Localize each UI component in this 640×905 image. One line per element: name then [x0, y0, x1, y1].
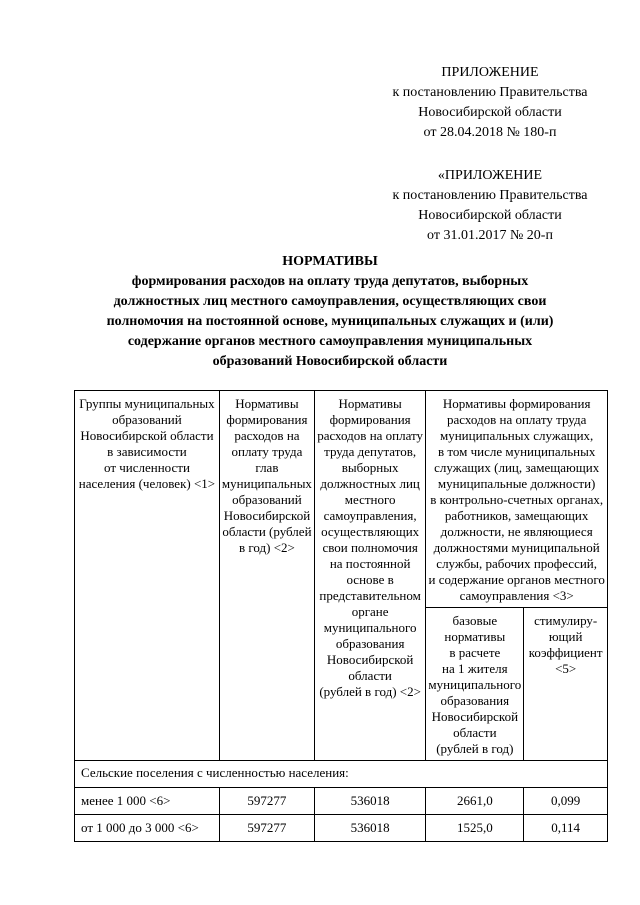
- header-text: образований: [112, 412, 182, 427]
- header-cell-deputies: [314, 391, 425, 761]
- annex-current-line: к постановлению Правительства: [392, 85, 588, 100]
- annex-original-line: к постановлению Правительства: [392, 188, 588, 203]
- header-text: формирования: [329, 412, 411, 427]
- annex-current-line: Новосибирской области: [418, 105, 562, 120]
- header-text: стимулиру-: [534, 613, 598, 628]
- header-text: формирования: [226, 412, 308, 427]
- table-header-row: [75, 391, 608, 608]
- annex-current-block: [370, 63, 610, 143]
- header-text: Новосибирской: [326, 652, 414, 667]
- header-text: должностями муниципальной: [433, 540, 600, 555]
- header-text: муниципального: [323, 620, 417, 635]
- header-text: осуществляющих: [321, 524, 420, 539]
- table-row: [75, 815, 608, 842]
- annex-current-line: от 28.04.2018 № 180-п: [423, 125, 557, 140]
- header-text: Группы муниципальных: [79, 396, 215, 411]
- header-text: самоуправления,: [323, 508, 417, 523]
- header-text: местного: [344, 492, 396, 507]
- header-text: (рублей в год) <2>: [319, 684, 421, 699]
- annex-original-line: Новосибирской области: [418, 208, 562, 223]
- annex-current-line: ПРИЛОЖЕНИЕ: [441, 65, 539, 80]
- header-cell-heads: [219, 391, 314, 761]
- title-heading: НОРМАТИВЫ: [282, 254, 378, 269]
- cell-base: 1525,0: [426, 815, 524, 842]
- header-text: расходов на оплату: [317, 428, 424, 443]
- document-title: [60, 252, 600, 372]
- header-text: Новосибирской: [431, 709, 519, 724]
- header-text: Новосибирской области: [80, 428, 214, 443]
- header-text: Нормативы: [235, 396, 299, 411]
- header-text: образования: [440, 693, 510, 708]
- header-text: органе: [351, 604, 389, 619]
- title-subtitle-line: образований Новосибирской области: [212, 354, 448, 369]
- header-text: глав: [255, 460, 279, 475]
- table-row: [75, 788, 608, 815]
- cell-deputies: 536018: [314, 815, 425, 842]
- cell-heads: 597277: [219, 788, 314, 815]
- header-text: работников, замещающих: [444, 508, 589, 523]
- header-text: в расчете: [449, 645, 501, 660]
- norms-table: [74, 390, 608, 842]
- header-text: (рублей в год): [436, 741, 514, 756]
- header-text: в зависимости: [107, 444, 187, 459]
- header-text: в том числе муниципальных: [437, 444, 596, 459]
- header-text: коэффициент: [528, 645, 603, 660]
- header-text: расходов на оплату труда: [446, 412, 587, 427]
- header-text: на 1 жителя: [442, 661, 508, 676]
- header-text: выборных: [341, 460, 399, 475]
- header-text: Новосибирской: [223, 508, 311, 523]
- header-text: <5>: [555, 661, 577, 676]
- header-text: в контрольно-счетных органах,: [430, 492, 604, 507]
- header-text: труда депутатов,: [324, 444, 417, 459]
- cell-group: менее 1 000 <6>: [75, 788, 220, 815]
- header-text: расходов на: [234, 428, 300, 443]
- header-text: основе в: [346, 572, 394, 587]
- header-text: ющий: [548, 629, 583, 644]
- header-text: самоуправления <3>: [459, 588, 574, 603]
- cell-heads: 597277: [219, 815, 314, 842]
- header-text: свои полномочия: [322, 540, 418, 555]
- title-subtitle-line: должностных лиц местного самоуправления, осуществляющих свои: [113, 294, 547, 309]
- header-text: Нормативы: [338, 396, 402, 411]
- header-text: должностных лиц: [320, 476, 420, 491]
- header-text: должности, не являющиеся: [440, 524, 593, 539]
- table-group-row: [75, 761, 608, 788]
- header-text: и содержание органов местного: [428, 572, 605, 587]
- annex-original-block: [370, 166, 610, 246]
- header-cell-employees: [426, 391, 608, 608]
- cell-group: от 1 000 до 3 000 <6>: [75, 815, 220, 842]
- header-text: представительном: [319, 588, 421, 603]
- header-text: населения (человек) <1>: [78, 476, 216, 491]
- annex-original-line: от 31.01.2017 № 20-п: [427, 228, 553, 243]
- title-subtitle-line: содержание органов местного самоуправления муниципальных: [127, 334, 533, 349]
- header-text: области: [348, 668, 392, 683]
- header-text: оплату труда: [231, 444, 303, 459]
- cell-coef: 0,099: [524, 788, 608, 815]
- header-text: муниципальных служащих,: [440, 428, 594, 443]
- header-text: базовые: [452, 613, 498, 628]
- title-subtitle-line: полномочия на постоянной основе, муниципальных служащих и (или): [106, 314, 554, 329]
- annex-original-line: «ПРИЛОЖЕНИЕ: [437, 168, 543, 183]
- header-text: области (рублей: [222, 524, 312, 539]
- header-text: служащих (лиц, замещающих: [434, 460, 600, 475]
- header-text: в год) <2>: [238, 540, 295, 555]
- cell-deputies: 536018: [314, 788, 425, 815]
- cell-coef: 0,114: [524, 815, 608, 842]
- header-text: образования: [335, 636, 405, 651]
- cell-base: 2661,0: [426, 788, 524, 815]
- header-text: нормативы: [444, 629, 506, 644]
- header-text: муниципальные должности): [437, 476, 596, 491]
- header-cell-coefficient: [524, 608, 608, 761]
- header-text: муниципальных: [221, 476, 312, 491]
- header-cell-base-norms: [426, 608, 524, 761]
- header-text: Нормативы формирования: [442, 396, 591, 411]
- header-text: на постоянной: [329, 556, 411, 571]
- header-text: образований: [232, 492, 302, 507]
- header-text: службы, рабочих профессий,: [436, 556, 598, 571]
- header-text: области: [453, 725, 497, 740]
- header-cell-groups: [75, 391, 220, 761]
- title-subtitle-line: формирования расходов на оплату труда депутатов, выборных: [131, 274, 529, 289]
- header-text: от численности: [103, 460, 190, 475]
- header-text: муниципального: [428, 677, 522, 692]
- group-label: Сельские поселения с численностью населения:: [75, 761, 608, 788]
